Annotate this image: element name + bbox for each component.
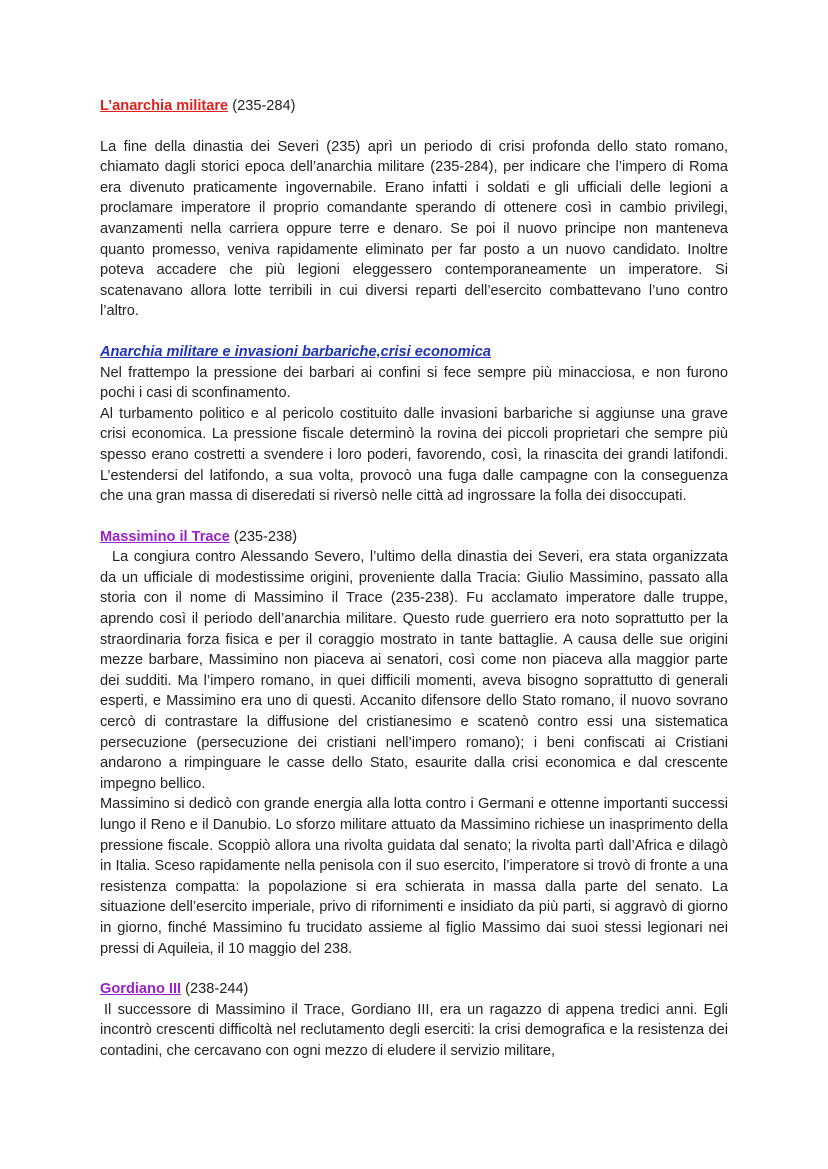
paragraph: La fine della dinastia dei Severi (235) aprì un periodo di crisi profonda dello stato romano, chiamato dagli storici epoca dell’anarchia militare (235-284), per indicare che l’impero di Roma era divenuto praticamente ingovernabile. Erano infatti i soldati e gli ufficiali delle legioni a proclamare imperatore il proprio comandante sperando di ottenere così in cambio privilegi, avanzamenti nella carriera oppure terre e denaro. Se poi il nuovo principe non manteneva quanto promesso, veniva rapidamente eliminato per far posto a un nuovo candidato. Inoltre poteva accadere che più legioni eleggessero contemporaneamente un imperatore. Si scatenavano allora lotte terribili in cui diversi reparti dell’esercito combattevano l’uno contro l’altro. (100, 138, 728, 320)
section-heading-anarchia (100, 96, 728, 117)
heading-title: Anarchia militare e invasioni barbariche,crisi economica (100, 343, 491, 360)
paragraph: Nel frattempo la pressione dei barbari ai confini si fece sempre più minacciosa, e non furono pochi i casi di sconfinamento. (100, 364, 728, 402)
section-heading-gordiano (100, 979, 728, 1000)
section-heading-invasioni (100, 342, 728, 363)
heading-title: Massimino il Trace (100, 528, 230, 545)
paragraph: La congiura contro Alessando Severo, l’ultimo della dinastia dei Severi, era stata organizzata da un ufficiale di modestissime origini, proveniente dalla Tracia: Giulio Massimino, passato alla storia con il nome di Massimino il Trace (235-238). Fu acclamato imperatore dalle truppe, aprendo così il periodo dell’anarchia militare. Questo rude guerriero era noto soprattutto per la straordinaria forza fisica e per il coraggio mostrato in tante battaglie. A causa delle sue origini mezze barbare, Massimino non piaceva ai senatori, così come non piaceva alla maggior parte dei sudditi. Ma l’impero romano, in quei difficili momenti, aveva bisogno soprattutto di generali esperti, e Massimino era uno di questi. Accanito difensore dello Stato romano, il nuovo sovrano cercò di contrastare la diffusione del cristianesimo e scatenò contro essi una sistematica persecuzione (persecuzione dei cristiani nell’impero romano); i beni confiscati ai Cristiani andarono a rimpinguare le casse dello Stato, esaurite dalla crisi economica e dal crescente impegno bellico. (100, 549, 728, 792)
heading-years: (238-244) (185, 981, 249, 998)
document-content (100, 96, 728, 1062)
heading-title: Gordiano III (100, 981, 182, 998)
heading-title: L’anarchia militare (100, 98, 229, 114)
paragraph: Massimino si dedicò con grande energia alla lotta contro i Germani e ottenne importanti successi lungo il Reno e il Danubio. Lo sforzo militare attuato da Massimino richiese un inasprimento della pressione fiscale. Scoppiò allora una rivolta guidata dal senato; la rivolta partì dall’Africa e dilagò in Italia. Sceso rapidamente nella penisola con il suo esercito, l’imperatore si trovò di fronte a una resistenza compatta: la popolazione si era schierata in massa dalla parte del senato. La situazione dell’esercito imperiale, privo di rifornimenti e insidiato da più parti, si aggravò di giorno in giorno, finché Massimino fu trucidato assieme al figlio Massimo dai suoi stessi legionari nei pressi di Aquileia, il 10 maggio del 238. (100, 796, 728, 957)
paragraph: Al turbamento politico e al pericolo costituito dalle invasioni barbariche si aggiunse una grave crisi economica. La pressione fiscale determinò la rovina dei piccoli proprietari che sempre più spesso erano costretti a svendere i loro poderi, favorendo, così, la rinascita dei grandi latifondi. L’estendersi del latifondo, a sua volta, provocò una fuga dalle campagne con la conseguenza che una gran massa di diseredati si riversò nelle città ad ingrossare la folla dei disoccupati. (100, 405, 728, 505)
heading-years: (235-284) (232, 98, 296, 114)
section-heading-massimino (100, 527, 728, 548)
heading-years: (235-238) (233, 528, 298, 545)
paragraph: Il successore di Massimino il Trace, Gordiano III, era un ragazzo di appena tredici anni. Egli incontrò crescenti difficoltà nel reclutamento degli eserciti: la crisi demografica e la resistenza dei contadini, che cercavano con ogni mezzo di eludere il servizio militare, (100, 1001, 728, 1059)
